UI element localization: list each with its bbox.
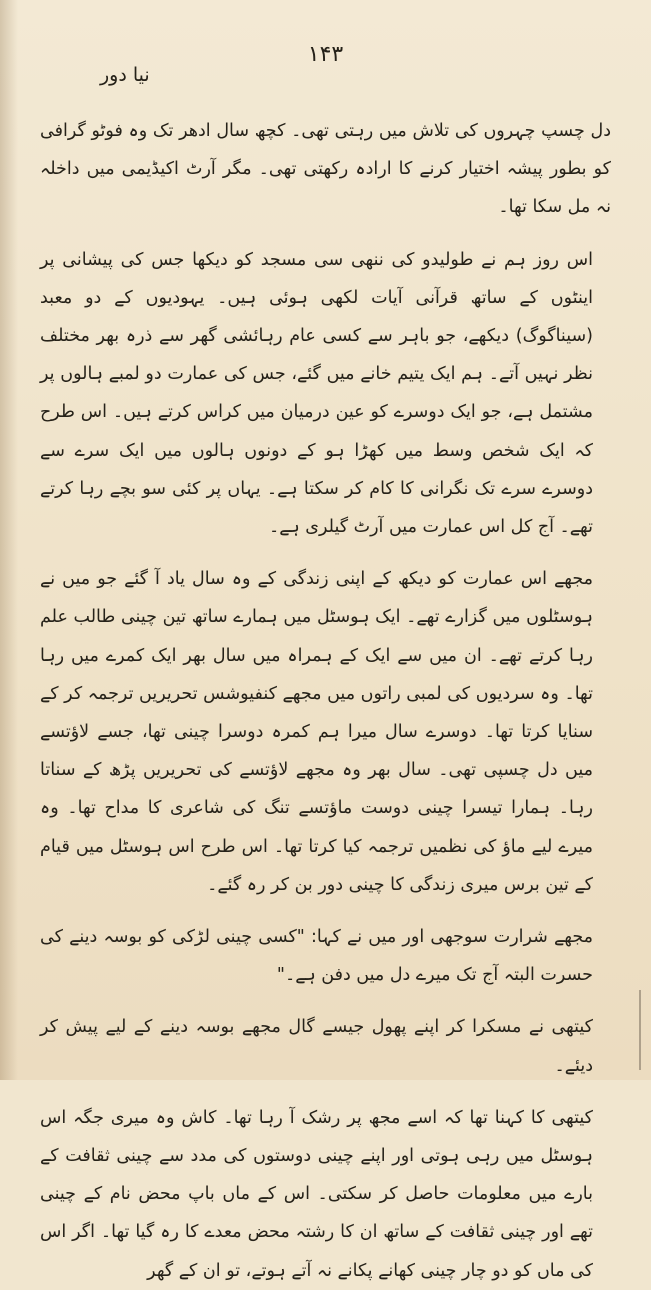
page-number: ۱۴۳ <box>307 42 344 67</box>
paragraph: مجھے شرارت سوجھی اور میں نے کہا: "کسی چینی لڑکی کو بوسہ دینے کی حسرت البتہ آج تک میرے دل میں دفن ہے۔" <box>40 927 593 986</box>
paragraph: کیتھی کا کہنا تھا کہ اسے مجھ پر رشک آ رہا تھا۔ کاش وہ میری جگہ اس ہوسٹل میں رہی ہوتی اور اپنے چینی دوستوں کی مدد سے چینی ثقافت کے بارے میں معلومات حاصل کر سکتی۔ اس کے ماں باپ محض نام کے چینی تھے اور چینی ثقافت کے ساتھ ان کا رشتہ محض معدے کا رہ گیا تھا۔ اگر اس کی ماں کو دو چار چینی کھانے پکانے نہ آتے ہوتے، تو ان کے گھر <box>40 1107 593 1281</box>
body-text <box>40 112 611 1290</box>
paragraph: اس روز ہم نے طولیدو کی ننھی سی مسجد کو دیکھا جس کی پیشانی پر اینٹوں کے ساتھ قرآنی آیات لکھی ہوئی ہیں۔ یہودیوں کے دو معبد (سیناگوگ) دیکھے، جو باہر سے کسی عام رہائشی گھر سے ذرہ بھر مختلف نظر نہیں آتے۔ ہم ایک یتیم خانے میں گئے، جس کی عمارت دو لمبے ہالوں پر مشتمل ہے، جو ایک دوسرے کو عین درمیان میں کراس کرتے ہیں۔ اس طرح کہ ایک شخص وسط میں کھڑا ہو کے دونوں ہالوں میں ایک سرے سے دوسرے سرے تک نگرانی کا کام کر سکتا ہے۔ یہاں پر کئی سو بچے رہا کرتے تھے۔ آج کل اس عمارت میں آرٹ گیلری ہے۔ <box>40 249 593 538</box>
paragraph: دل چسپ چہروں کی تلاش میں رہتی تھی۔ کچھ سال ادھر تک وہ فوٹو گرافی کو بطور پیشہ اختیار کرنے کا ارادہ رکھتی تھی۔ مگر آرٹ اکیڈیمی میں داخلہ نہ مل سکا تھا۔ <box>40 121 611 218</box>
journal-name: نیا دور <box>100 64 150 86</box>
paragraph: مجھے اس عمارت کو دیکھ کے اپنی زندگی کے وہ سال یاد آ گئے جو میں نے ہوسٹلوں میں گزارے تھے۔ ایک ہوسٹل میں ہمارے ساتھ تین چینی طالب علم رہا کرتے تھے۔ ان میں سے ایک کے ہمراہ میں سال بھر ایک کمرے میں رہا تھا۔ وہ سردیوں کی لمبی راتوں میں مجھے کنفیوشس تحریریں ترجمہ کر کے سنایا کرتا تھا۔ دوسرے سال میرا ہم کمرہ دوسرا چینی تھا، جسے لاؤتسے میں دل چسپی تھی۔ سال بھر وہ مجھے لاؤتسے کی تحریریں پڑھ کے سناتا رہا۔ ہمارا تیسرا چینی دوست ماؤتسے تنگ کی شاعری کا مداح تھا۔ وہ میرے لیے ماؤ کی نظمیں ترجمہ کیا کرتا تھا۔ اس طرح اس ہوسٹل میں قیام کے تین برس میری زندگی کا چینی دور بن کر رہ گئے۔ <box>40 569 593 895</box>
paragraph: کیتھی نے مسکرا کر اپنے پھول جیسے گال مجھے بوسہ دینے کے لیے پیش کر دیئے۔ <box>40 1017 593 1076</box>
